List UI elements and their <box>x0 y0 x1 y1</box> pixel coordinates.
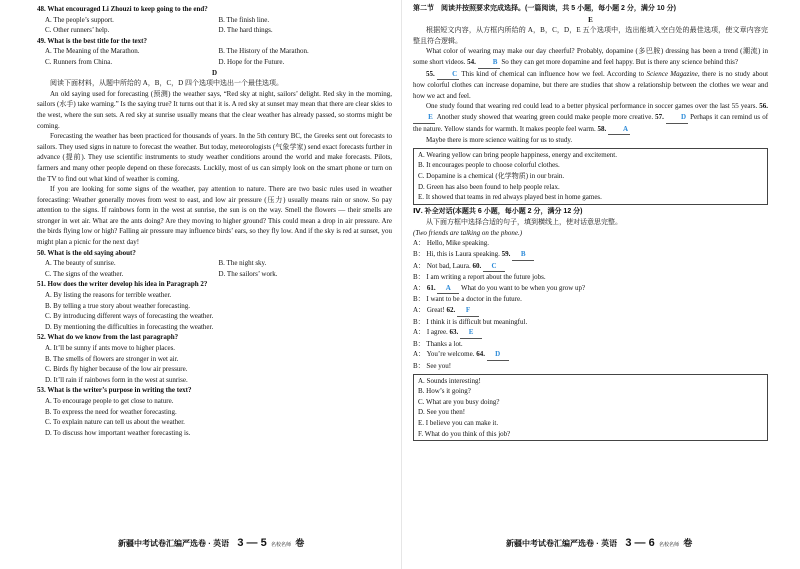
speaker: B： <box>413 339 425 348</box>
blank-number: 58. <box>597 124 607 133</box>
option-a: A. The beauty of sunrise. <box>45 259 116 268</box>
page-number: 3 — 6 <box>625 537 655 549</box>
answer-blank: B <box>512 249 534 261</box>
dialogue-line <box>413 249 768 261</box>
left-page <box>37 4 392 438</box>
box-option: E. I believe you can make it. <box>418 418 499 427</box>
text: See you! <box>426 362 452 370</box>
text: Hello, Mike speaking. <box>426 239 490 248</box>
answer-blank: F <box>457 305 479 317</box>
answer-blank: A <box>437 283 459 295</box>
option-a: A. It’ll be sunny if ants move to higher places. <box>45 344 176 352</box>
answer-blank: B <box>478 57 500 69</box>
speaker: B： <box>413 295 425 304</box>
speaker: B： <box>413 317 425 326</box>
text: This kind of chemical can influence how we feel. According to <box>461 69 645 78</box>
blank-number: 57. <box>655 112 664 121</box>
text: You’re welcome. <box>426 350 475 359</box>
option-d: D. By mentioning the difficulties in forecasting the weather. <box>45 322 214 331</box>
question-53 <box>37 385 392 438</box>
speaker: B： <box>413 250 425 259</box>
right-page <box>413 4 768 443</box>
speaker: A： <box>413 239 426 248</box>
blank-number: 63. <box>449 328 459 337</box>
blank-number: 64. <box>476 350 485 359</box>
dialogue-line <box>413 261 768 273</box>
question-stem: 51. How does the writer develop his idea in Paragraph 2? <box>37 280 208 289</box>
text: , there is no study about how colorful clothes can increase dopamine, but there are studies that show a relationship between the clothes we wear and how we act and feel. <box>413 69 769 100</box>
question-stem: 53. What is the writer’s purpose in writing the text? <box>37 386 192 395</box>
dialogue-line <box>413 294 768 305</box>
passage-instructions: 阅读下面材料，从题中所给的 A，B，C，D 四个选项中选出一个最佳选项。 <box>50 79 283 88</box>
dialogue-line <box>413 317 768 328</box>
dialogue-scene: (Two friends are talking on the phone.) <box>413 228 523 237</box>
speaker: B： <box>413 273 425 282</box>
paragraph-1 <box>413 46 768 68</box>
box-option: E. It showed that teams in red always played best in home games. <box>418 193 602 202</box>
box-option: B. It encourages people to choose colorful clothes. <box>418 161 560 170</box>
option-d: D. To discuss how important weather forecasting is. <box>45 428 191 437</box>
option-a: A. The Meaning of the Marathon. <box>45 47 140 56</box>
text: Another study showed that wearing green could make people more creative. <box>436 112 654 121</box>
question-50 <box>37 248 392 280</box>
box-option: D. Green has also been found to help people relax. <box>418 182 560 191</box>
box-option: D. See you then! <box>418 408 466 417</box>
box-option: A. Sounds interesting! <box>418 376 481 385</box>
blank-number: 55. <box>426 69 435 78</box>
blank-number: 59. <box>501 250 511 259</box>
page-number: 3 — 5 <box>237 537 267 549</box>
option-c: C. Other runners’ help. <box>45 26 110 35</box>
section-4-instructions: 从下面方框中选择合适的句子，填到横线上，使对话意思完整。 <box>426 218 622 227</box>
option-b: B. The smells of flowers are stronger in wet air. <box>45 354 179 363</box>
page-divider <box>401 0 402 569</box>
left-footer <box>118 536 304 549</box>
blank-number: 62. <box>446 306 456 315</box>
blank-number: 61. <box>426 283 436 292</box>
question-stem: 49. What is the best title for the text? <box>37 36 147 45</box>
text: Not bad, Laura. <box>426 261 471 270</box>
text: What do you want to be when you grow up? <box>460 283 586 292</box>
footer-brand: 名校名师 <box>270 542 291 548</box>
dialogue <box>413 238 768 371</box>
text: I agree. <box>426 328 448 337</box>
answer-blank: C <box>483 261 505 273</box>
text: One study found that wearing red could lead to a better physical performance in soccer games over the last 55 years. <box>426 102 758 111</box>
text: I think it is difficult but meaningful. <box>426 317 528 326</box>
paragraph-2 <box>413 69 768 102</box>
speaker: A： <box>413 261 426 270</box>
paragraph-2: Forecasting the weather has been practiced for thousands of years. In the 5th century BC, the Greeks sent out forecasts to sailors. They used signs in nature to forecast the weather. But today, meteorologists (气象学家) send exact forecasts further in advance (提前). They use scientific instruments to study weather conditions around the world and make forecasts. Pilots, farmers and many other people depend on these forecasts. Luckily, most of us can simply look on the smart phone or turn on the TV to find out what kind of weather is coming. <box>37 132 392 183</box>
option-a: A. To encourage people to get close to nature. <box>45 396 174 405</box>
speaker: A： <box>413 350 426 359</box>
passage-instructions: 根据短文内容，从方框内所给的 A，B，C，D，E 五个选项中，选出能填入空白处的最佳选项，使文章内容完整且符合逻辑。 <box>413 26 768 45</box>
box-option: F. What do you think of this job? <box>418 429 511 438</box>
option-b: B. To express the need for weather forecasting. <box>45 407 177 416</box>
right-footer <box>506 536 692 549</box>
answer-blank: E <box>413 112 435 124</box>
options-box-dialogue <box>413 374 768 442</box>
footer-title: 新疆中考试卷汇编严选卷 · 英语 <box>118 539 230 548</box>
option-c: C. Birds fly higher because of the low air pressure. <box>45 365 188 374</box>
option-b: B. The finish line. <box>218 15 270 24</box>
question-51 <box>37 279 392 332</box>
answer-blank: C <box>437 69 459 81</box>
dialogue-line <box>413 272 768 283</box>
answer-blank: E <box>460 327 482 339</box>
option-b: B. The night sky. <box>218 259 267 268</box>
answer-blank: D <box>487 349 509 361</box>
dialogue-line <box>413 238 768 249</box>
passage-title: D <box>211 68 218 77</box>
dialogue-line <box>413 327 768 339</box>
option-d: D. The hard things. <box>218 26 273 35</box>
option-c: C. By introducing different ways of forecasting the weather. <box>45 312 214 321</box>
option-d: D. It’ll rain if rainbows form in the west at sunrise. <box>45 375 188 384</box>
dialogue-line <box>413 283 768 295</box>
box-option: B. How’s it going? <box>418 387 471 396</box>
paragraph-3 <box>413 101 768 135</box>
option-d: D. The sailors’ work. <box>218 269 278 278</box>
option-c: C. Runners from China. <box>45 57 113 66</box>
text: So they can get more dopamine and feel happy. But is there any science behind this? <box>501 57 739 66</box>
options <box>37 15 392 36</box>
text: Hi, this is Laura speaking. <box>426 250 500 259</box>
box-option: A. Wearing yellow can bring people happiness, energy and excitement. <box>418 150 618 159</box>
blank-number: 54. <box>467 57 476 66</box>
footer-title: 新疆中考试卷汇编严选卷 · 英语 <box>506 539 618 548</box>
blank-number: 60. <box>472 261 482 270</box>
text: What color of wearing may make our day cheerful? Probably, dopamine (多巴胺) dressing has been a trend (潮流) in some short videos. <box>413 47 768 66</box>
dialogue-line <box>413 361 768 372</box>
paragraph-4: Maybe there is more science waiting for us to study. <box>426 136 573 145</box>
footer-mark: 卷 <box>295 538 305 548</box>
text: I want to be a doctor in the future. <box>426 295 522 304</box>
speaker: B： <box>413 362 425 370</box>
option-a: A. By listing the reasons for terrible weather. <box>45 291 172 300</box>
answer-blank: D <box>666 112 688 124</box>
dialogue-line <box>413 349 768 361</box>
dialogue-line <box>413 305 768 317</box>
option-b: B. By telling a true story about weather forecasting. <box>45 301 191 310</box>
question-52 <box>37 332 392 385</box>
question-48 <box>37 4 392 36</box>
text: I am writing a report about the future jobs. <box>426 273 546 282</box>
section-4-title: Ⅳ. 补全对话(本题共 6 小题，每小题 2 分，满分 12 分) <box>413 207 583 215</box>
dialogue-line <box>413 339 768 350</box>
question-49 <box>37 36 392 68</box>
speaker: A： <box>413 328 426 337</box>
option-a: A. The people’s support. <box>45 15 114 24</box>
option-b: B. The History of the Marathon. <box>218 47 309 56</box>
question-stem: 50. What is the old saying about? <box>37 248 136 257</box>
section-header: 第二节 阅读并按照要求完成选择。(一篇阅读，共 5 小题，每小题 2 分，满分 10 分) <box>413 5 676 12</box>
blank-number: 56. <box>759 102 768 111</box>
footer-mark: 卷 <box>683 538 693 548</box>
text: Perhaps it can remind us of the nature. Yellow stands for warmth. It makes people feel warm. <box>413 112 769 133</box>
options <box>37 46 392 67</box>
speaker: A： <box>413 306 426 315</box>
box-option: C. What are you busy doing? <box>418 397 500 406</box>
paragraph-3: If you are looking for some signs of the weather, pay attention to nature. There are two basic rules used in weather forecasting: Weather generally moves from west to east, and low air pressure (压力) usually means rain or snow. So pay attention to the signs. If rainbows form in the west at sunrise, the sun is on the way. Smell the flowers — their smells are stronger in wet air. What are the ants doing? Are they moving to higher ground? This could mean a drop in air pressure. Are the birds flying low or high? Falling air pressure may influence birds’ ears, so they fly low. And if the sky is red at sunset, you might plan a picnic for the next day! <box>37 185 392 247</box>
question-stem: 52. What do we know from the last paragraph? <box>37 333 179 342</box>
text: Thanks a lot. <box>426 339 463 348</box>
passage-title: E <box>588 15 593 24</box>
box-option: C. Dopamine is a chemical (化学物质) in our brain. <box>418 171 565 180</box>
options-box-e <box>413 148 768 205</box>
footer-brand: 名校名师 <box>658 542 679 548</box>
paragraph-1: An old saying used for forecasting (预测) the weather says, “Red sky at night, sailors’ delight. Red sky in the morning, sailors (水手) take warning.” Is the saying true? It turns out that it is. A red sky at sunset may mean that there are clear skies to the west, where the sun sets. A red sky at sunrise usually means that the clear weather has already passed, so storms might be coming. <box>37 89 392 130</box>
text: Great! <box>426 306 445 315</box>
magazine-name: Science Magazine <box>646 69 698 78</box>
option-d: D. Hope for the Future. <box>218 57 285 66</box>
options <box>37 258 392 279</box>
option-c: C. The signs of the weather. <box>45 269 124 278</box>
answer-blank: A <box>608 124 630 136</box>
option-c: C. To explain nature can tell us about the weather. <box>45 418 185 427</box>
question-stem: 48. What encouraged Li Zhouzi to keep going to the end? <box>37 5 208 13</box>
speaker: A： <box>413 283 426 292</box>
